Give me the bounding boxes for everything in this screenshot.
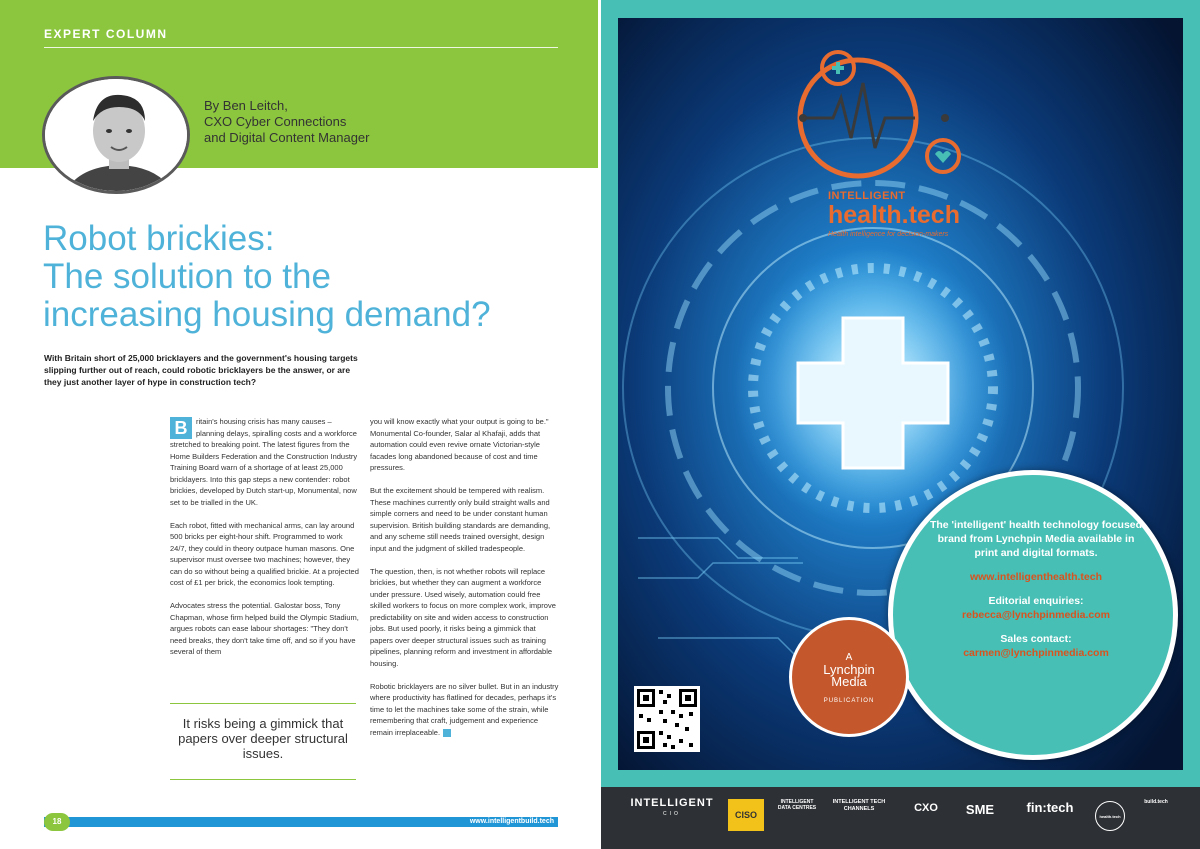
headline-line-3: increasing housing demand? (43, 295, 491, 334)
body-paragraph (170, 416, 360, 508)
sales-label: Sales contact: (1000, 633, 1072, 645)
author-role-2: and Digital Content Manager (204, 130, 370, 145)
drop-cap: B (170, 417, 192, 439)
header-divider (44, 47, 558, 48)
footer-url[interactable]: www.intelligentbuild.tech (469, 818, 554, 825)
brand-description: The 'intelligent' health technology focused brand from Lynchpin Media available in print and digital formats. (929, 519, 1143, 559)
pullquote: It risks being a gimmick that papers over deeper structural issues. (170, 703, 356, 780)
sales-email[interactable]: carmen@lynchpinmedia.com (963, 647, 1109, 659)
brand-small: INTELLIGENT (828, 190, 906, 202)
publisher-suffix: PUBLICATION (823, 698, 875, 704)
page-number: 18 (44, 813, 70, 831)
logo-cxo: CXO (914, 802, 938, 814)
body-paragraph: you will know exactly what your output is going to be." Monumental Co-founder, Salar al Khafaji, adds that automation could even revive ornate Victorian-style facades long abandoned because of cost and time pressures. (370, 417, 549, 472)
logo-subtext: CIO (663, 811, 681, 817)
author-byline (204, 98, 370, 146)
publisher-prefix: A (845, 652, 853, 663)
logo-intelligent-cio (627, 797, 717, 817)
logo-text: INTELLIGENT (630, 797, 714, 809)
standfirst: With Britain short of 25,000 bricklayers and the government's housing targets slipping further out of reach, could robotic bricklayers be the answer, or are they just another layer of hype in construction tech? (44, 353, 358, 387)
logo-data-centres: INTELLIGENT DATA CENTRES (777, 799, 817, 811)
body-paragraph: Advocates stress the potential. Galostar boss, Tony Chapman, whose firm helped build the Olympic Stadium, argues robots can ease labour shortages: "They don't need breaks, they don't take time off, and so if you have several of them (170, 601, 359, 656)
body-paragraph: The question, then, is not whether robots will replace brickies, but whether they can augment a workforce under pressure. Used wisely, automation could free skilled workers to focus on more complex work, improve predictability on site and widen access to construction jobs. But used poorly, it risks being a gimmick that papers over deeper structural issues such as training pipelines, planning reform and investment in affordable housing. (370, 566, 556, 668)
logo-intelligent-ciso: CISO (728, 799, 764, 831)
headline-line-2: The solution to the (43, 257, 331, 296)
publisher-badge (789, 617, 909, 737)
brand-logo (828, 190, 998, 238)
qr-code-icon[interactable] (634, 686, 700, 752)
publisher-name-2: Media (831, 674, 867, 689)
logo-sme: SME (965, 802, 995, 817)
author-role: CXO Cyber Connections (204, 114, 347, 129)
headline-line-1: Robot brickies: (43, 219, 275, 258)
logo-fintech: fin:tech (1026, 800, 1074, 815)
body-paragraph-text: Robotic bricklayers are no silver bullet. But in an industry where productivity has flatlined for decades, perhaps it's time to let the machines take some of the strain, while remembering that craft, judgement and experience remain irreplaceable. (370, 681, 559, 737)
body-paragraph-text: ritain's housing crisis has many causes – planning delays, spiralling costs and a workforce stretched to breaking point. The latest figures from the Home Builders Federation and the Construction Industry Training Board warn of a shortage of at least 25,000 bricklayers. Into this gap steps a new contender: robot brickies, developed by Dutch start-up, Monumental, now set to be trialled in the UK. (170, 417, 358, 507)
article-headline (43, 220, 583, 334)
publisher-name (792, 664, 906, 688)
body-paragraph: Each robot, fitted with mechanical arms, can lay around 500 bricks per eight-hour shift. Programmed to work 24/7, they could in theory outpace human masons. One supervisor must oversee two machines; however, they can do so without being a qualified brickie. At a projected cost of £1 per brick, the economics look tempting. (170, 520, 359, 587)
brand-name: health.tech (828, 201, 960, 229)
body-paragraph: But the excitement should be tempered with realism. These machines currently only build straight walls and simple corners and need to be under constant human supervision. British building standards are demanding, and any scheme still needs trained oversight, design input and the judgment of skilled tradespeople. (370, 486, 551, 553)
author-name: By Ben Leitch, (204, 98, 288, 113)
right-page-advert (601, 0, 1200, 849)
info-text (926, 518, 1146, 660)
editorial-email[interactable]: rebecca@lynchpinmedia.com (962, 609, 1110, 621)
publisher-name-1: Lynchpin (823, 662, 875, 677)
brand-tagline: Health intelligence for decision-makers (828, 231, 949, 238)
author-photo (42, 76, 190, 194)
website-link[interactable]: www.intelligenthealth.tech (969, 571, 1103, 583)
body-column-2 (370, 416, 560, 750)
body-paragraph (370, 681, 560, 739)
logo-tech-channels: INTELLIGENT TECH CHANNELS (832, 799, 886, 812)
left-page (0, 0, 598, 849)
logo-build-tech: build.tech (1144, 799, 1168, 805)
logo-health-tech: health.tech (1095, 801, 1125, 831)
end-mark-icon (443, 729, 451, 737)
brand-logo-strip (601, 787, 1200, 849)
editorial-label: Editorial enquiries: (988, 595, 1084, 607)
body-column-1 (170, 416, 360, 669)
section-label: EXPERT COLUMN (44, 27, 168, 41)
